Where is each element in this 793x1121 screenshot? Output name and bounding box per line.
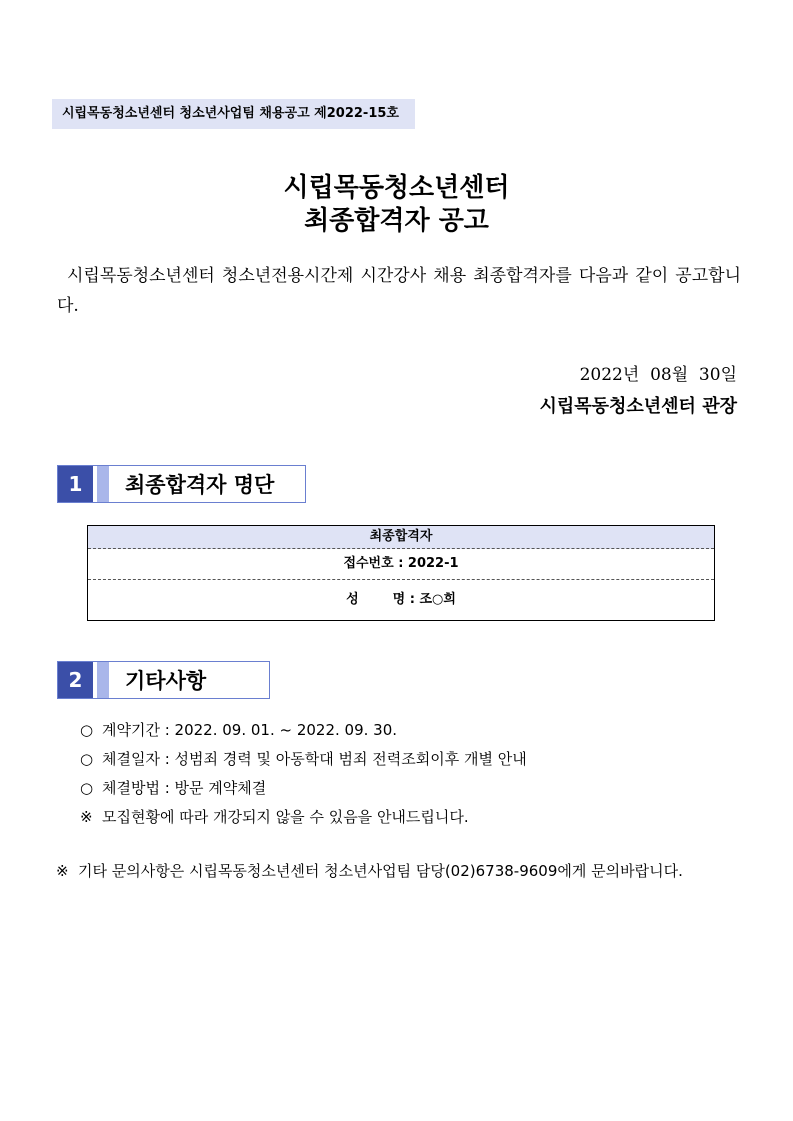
contact-footer: [56, 860, 683, 881]
list-item: [80, 716, 527, 745]
final-candidate-table: [87, 525, 715, 621]
table-row-receipt: 접수번호 : 2022-1: [88, 549, 714, 580]
list-item: [80, 774, 527, 803]
circle-bullet-icon: ○: [80, 721, 94, 739]
section-2-header: [57, 661, 270, 699]
reference-mark-icon: ※: [56, 862, 69, 880]
intro-text: 시립목동청소년센터 청소년전용시간제 시간강사 채용 최종합격자를 다음과 같이 공고합니다.: [57, 266, 741, 316]
table-header: 최종합격자: [88, 526, 714, 549]
note-text: 계약기간 : 2022. 09. 01. ~ 2022. 09. 30.: [102, 721, 398, 739]
signer: 시립목동청소년센터 관장: [539, 396, 737, 417]
circle-bullet-icon: ○: [80, 779, 94, 797]
note-text: 체결일자 : 성범죄 경력 및 아동학대 범죄 전력조회이후 개별 안내: [102, 750, 527, 768]
name-label-rest: 명 : 조○희: [392, 592, 456, 607]
page-title-line2: 최종합격자 공고: [304, 206, 489, 236]
table-row-name: [88, 580, 714, 620]
circle-bullet-icon: ○: [80, 750, 94, 768]
list-item: [80, 745, 527, 774]
section-2-title: 기타사항: [125, 669, 207, 693]
announcement-date: 2022년 08월 30일: [579, 365, 737, 385]
notes-list: [80, 716, 527, 832]
page-title-line1: 시립목동청소년센터: [283, 173, 510, 203]
section-1-number: 1: [58, 466, 93, 502]
section-2-accent-bar: [97, 662, 109, 698]
section-1-header: [57, 465, 306, 503]
note-text: 모집현황에 따라 개강되지 않을 수 있음을 안내드립니다.: [102, 808, 469, 826]
name-label-first: 성: [346, 592, 359, 607]
intro-paragraph: [57, 261, 741, 321]
section-1-title: 최종합격자 명단: [125, 473, 275, 497]
note-text: 체결방법 : 방문 계약체결: [102, 779, 267, 797]
footer-text: 기타 문의사항은 시립목동청소년센터 청소년사업팀 담당(02)6738-9609에게 문의바랍니다.: [78, 862, 683, 880]
document-number-tag: 시립목동청소년센터 청소년사업팀 채용공고 제2022-15호: [52, 99, 415, 129]
section-1-accent-bar: [97, 466, 109, 502]
list-item: [80, 803, 527, 832]
reference-mark-icon: ※: [80, 808, 93, 826]
section-2-number: 2: [58, 662, 93, 698]
